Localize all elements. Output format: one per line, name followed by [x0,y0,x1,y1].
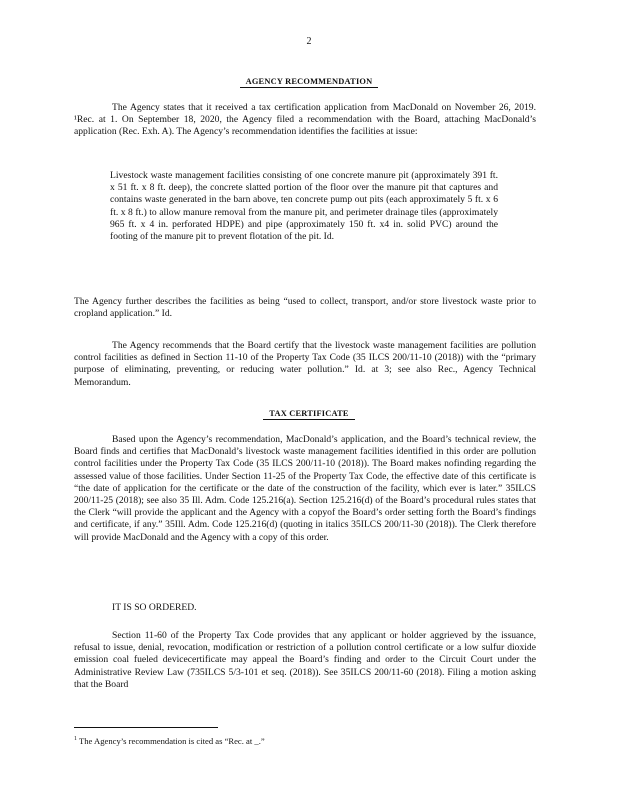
block-quote-facilities: Livestock waste management facilities consisting of one concrete manure pit (approximately 391 ft. x 51 ft. x 8 ft. deep), the concrete slatted portion of the floor over the manure pit that captures and contains waste generated in the barn above, ten concrete pump out pits (each approximately 5 ft. x 6 ft. x 8 ft.) to allow manure removal from the manure pit, and perimeter drainage tiles (approximately 965 ft. x 4 in. perforated HDPE) and pipe (approximately 150 ft. x4 in. solid PVC) around the footing of the manure pit to prevent flotation of the pit. Id. [110,170,498,243]
paragraph-board-finds: Based upon the Agency’s recommendation, MacDonald’s application, and the Board’s technical review, the Board finds and certifies that MacDonald’s livestock waste management facilities identified in this order are pollution control facilities under the Property Tax Code (35 ILCS 200/11-10 (2018)). The Board makes nofinding regarding the assessed value of those facilities. Under Section 11-25 of the Property Tax Code, the effective date of this certificate is “the date of application for the certificate or the date of the construction of the facility, which ever is later.” 35ILCS 200/11-25 (2018); see also 35 Ill. Adm. Code 125.216(a). Section 125.216(d) of the Board’s procedural rules states that the Clerk “will provide the applicant and the Agency with a copyof the Board’s order setting forth the Board’s findings and certificate, if any.” 35Ill. Adm. Code 125.216(d) (quoting in italics 35ILCS 200/11-30 (2018)). The Clerk therefore will provide MacDonald and the Agency with a copy of this order. [74,434,536,543]
order-statement: IT IS SO ORDERED. [112,602,197,613]
footnote [74,733,536,747]
page-number: 2 [306,36,312,47]
paragraph-agency-received-application: The Agency states that it received a tax certification application from MacDonald on November 26, 2019. ¹Rec. at 1. On September 18, 2020, the Agency filed a recommendation with the Board, attaching MacDonald’s application (Rec. Exh. A). The Agency’s recommendation identifies the facilities at issue: [74,102,536,138]
paragraph-agency-recommends: The Agency recommends that the Board certify that the livestock waste management facilities are pollution control facilities as defined in Section 11-10 of the Property Tax Code (35 ILCS 200/11-10 (2018)) with the “primary purpose of eliminating, preventing, or reducing water pollution.” Id. at 3; see also Rec., Agency Technical Memorandum. [74,340,536,388]
footnote-marker: 1 [74,736,77,742]
section-heading-agency-recommendation [0,76,618,88]
footnote-divider [74,727,218,728]
paragraph-facilities-description: The Agency further describes the facilities as being “used to collect, transport, and/or store livestock waste prior to cropland application.” Id. [74,296,536,320]
heading-text: AGENCY RECOMMENDATION [240,77,379,88]
section-heading-tax-certificate [0,408,618,420]
footnote-text: The Agency’s recommendation is cited as “Rec. at _.” [79,735,265,746]
paragraph-appeal-rights: Section 11-60 of the Property Tax Code provides that any applicant or holder aggrieved by the issuance, refusal to issue, denial, revocation, modification or restriction of a pollution control certificate or a low sulfur dioxide emission coal fueled devicecertificate may appeal the Board’s finding and order to the Circuit Court under the Administrative Review Law (735ILCS 5/3-101 et seq. (2018)). See 35ILCS 200/11-60 (2018). Filing a motion asking that the Board [74,630,536,690]
heading-text: TAX CERTIFICATE [263,409,354,420]
